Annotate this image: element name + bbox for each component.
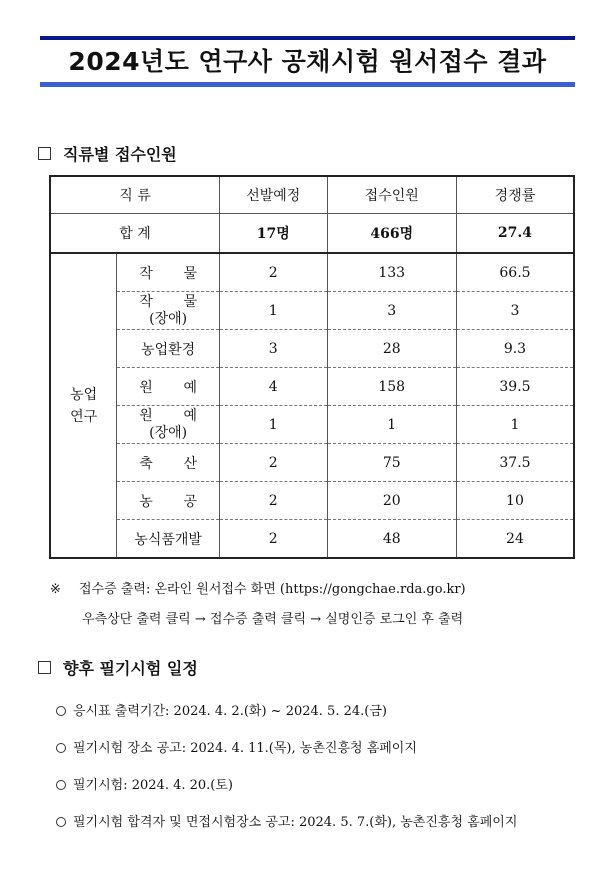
schedule-text: 필기시험 합격자 및 면접시험장소 공고: 2024. 5. 7.(화), 농촌진흥청 홈페이지: [73, 815, 518, 830]
circle-bullet-icon: [56, 817, 66, 827]
schedule-item: [56, 737, 417, 756]
ratio-cell: 66.5: [456, 253, 574, 292]
table-row: [50, 482, 574, 520]
applicants-cell: 158: [327, 368, 456, 406]
reference-mark-icon: ※: [50, 582, 61, 597]
job-label: 원: [139, 407, 153, 424]
applicants-cell: 75: [327, 444, 456, 482]
job-cell: [117, 368, 220, 406]
ratio-cell: 24: [456, 520, 574, 559]
ratio-cell: 39.5: [456, 368, 574, 406]
note-line-2: 우측상단 출력 클릭 → 접수증 출력 클릭 → 실명인증 로그인 후 출력: [82, 612, 464, 627]
job-cell: 농식품개발: [117, 520, 220, 559]
ratio-cell: 9.3: [456, 330, 574, 368]
planned-cell: 1: [220, 292, 328, 330]
applicants-cell: 20: [327, 482, 456, 520]
applicants-cell: 133: [327, 253, 456, 292]
note-text: 접수증 출력: 온라인 원서접수 화면 (https://gongchae.rda.go.kr): [79, 582, 466, 597]
ratio-cell: 10: [456, 482, 574, 520]
table-header-row: [50, 176, 574, 214]
section-heading-applicants: [38, 142, 177, 165]
applicants-cell: 48: [327, 520, 456, 559]
ratio-cell: 1: [456, 406, 574, 444]
page-title: 2024년도 연구사 공채시험 원서접수 결과: [68, 47, 547, 76]
applicants-cell: 28: [327, 330, 456, 368]
job-label: 농: [139, 493, 153, 510]
schedule-item: [56, 811, 517, 830]
job-cell: [117, 253, 220, 292]
job-label: 원: [139, 379, 153, 396]
total-label: 합 계: [50, 214, 220, 254]
job-label: 산: [183, 455, 198, 472]
total-applicants: 466명: [327, 214, 456, 254]
table-total-row: [50, 214, 574, 254]
job-cell: [117, 406, 220, 444]
job-label: 작: [139, 265, 153, 282]
planned-cell: 2: [220, 253, 328, 292]
job-label: 물: [183, 293, 198, 310]
job-label: 예: [183, 379, 198, 396]
note-line-1: [50, 578, 466, 597]
schedule-text: 필기시험: 2024. 4. 20.(토): [73, 778, 234, 793]
total-ratio: 27.4: [456, 214, 574, 254]
total-planned: 17명: [220, 214, 328, 254]
planned-cell: 3: [220, 330, 328, 368]
ratio-cell: 3: [456, 292, 574, 330]
planned-cell: 2: [220, 482, 328, 520]
schedule-text: 응시표 출력기간: 2024. 4. 2.(화) ~ 2024. 5. 24.(금): [73, 704, 387, 719]
square-bullet-icon: [38, 661, 51, 674]
job-label: 공: [183, 493, 198, 510]
header-cell: 선발예정: [220, 176, 328, 214]
table-row: [50, 520, 574, 559]
circle-bullet-icon: [56, 780, 66, 790]
square-bullet-icon: [38, 147, 51, 160]
header-cell: 직 류: [50, 176, 220, 214]
circle-bullet-icon: [56, 706, 66, 716]
planned-cell: 2: [220, 520, 328, 559]
ratio-cell: 37.5: [456, 444, 574, 482]
table-row: [50, 330, 574, 368]
schedule-item: [56, 700, 387, 719]
section-heading-schedule: [38, 656, 198, 679]
table-row: [50, 444, 574, 482]
header-cell: 접수인원: [327, 176, 456, 214]
table-row: [50, 368, 574, 406]
applicants-cell: 1: [327, 406, 456, 444]
circle-bullet-icon: [56, 743, 66, 753]
planned-cell: 1: [220, 406, 328, 444]
job-cell: [117, 292, 220, 330]
job-cell: 농업환경: [117, 330, 220, 368]
job-cell: [117, 482, 220, 520]
job-label: 물: [183, 265, 198, 282]
section-title: 향후 필기시험 일정: [63, 659, 198, 678]
schedule-item: [56, 774, 233, 793]
title-bottom-bar: [40, 82, 575, 87]
job-label: 예: [183, 407, 198, 424]
planned-cell: 2: [220, 444, 328, 482]
group-label-line: 농업: [70, 386, 98, 403]
group-label-line: 연구: [70, 408, 98, 425]
header-cell: 경쟁률: [456, 176, 574, 214]
table-row: [50, 253, 574, 292]
job-cell: [117, 444, 220, 482]
schedule-text: 필기시험 장소 공고: 2024. 4. 11.(목), 농촌진흥청 홈페이지: [73, 741, 417, 756]
applicants-cell: 3: [327, 292, 456, 330]
job-label: 작: [139, 293, 153, 310]
job-label: 축: [139, 455, 153, 472]
table-row: [50, 292, 574, 330]
job-sub-label: (장애): [149, 310, 188, 327]
job-sub-label: (장애): [149, 424, 188, 441]
applicant-table: [49, 175, 575, 559]
planned-cell: 4: [220, 368, 328, 406]
table-row: [50, 406, 574, 444]
title-block: [40, 36, 575, 87]
section-title: 직류별 접수인원: [63, 145, 177, 164]
group-label: [50, 253, 117, 558]
